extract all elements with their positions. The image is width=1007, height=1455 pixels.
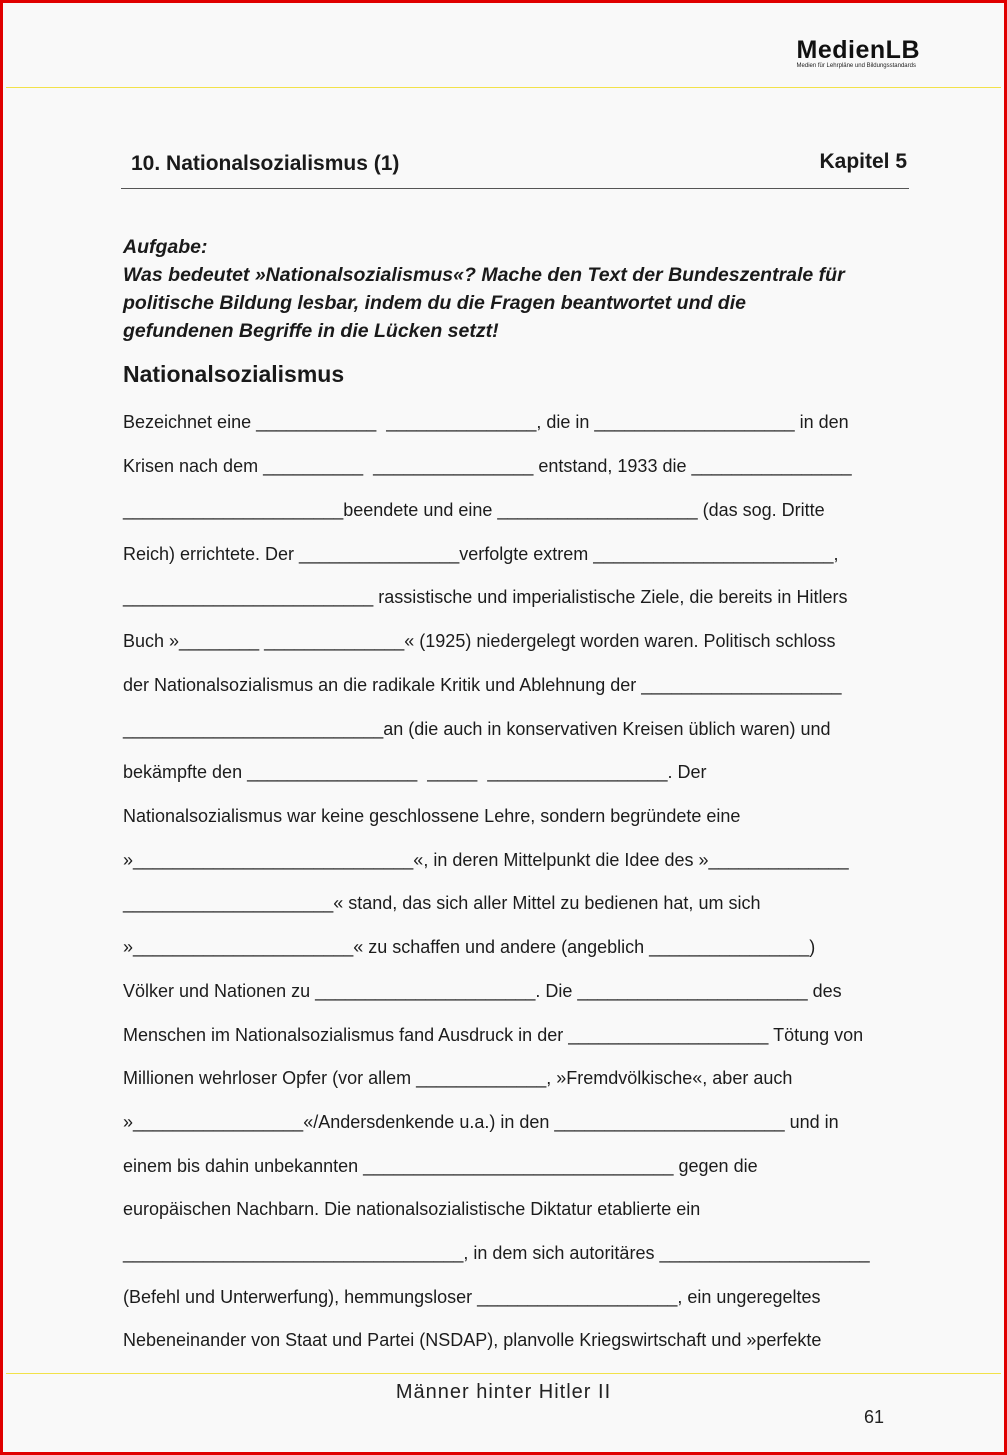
footer-title: Männer hinter Hitler II <box>395 1381 612 1403</box>
footer-divider <box>6 1373 1001 1374</box>
text-line: Menschen im Nationalsozialismus fand Ausdruck in der ____________________ Tötung von <box>123 1025 864 1045</box>
text-line: Reich) errichtete. Der ________________verfolgte extrem ________________________, <box>123 544 839 564</box>
text-line: »______________________« zu schaffen und andere (angeblich ________________) <box>123 937 816 957</box>
task-line: gefundenen Begriffe in die Lücken setzt! <box>123 320 499 342</box>
page-number: 61 <box>863 1407 884 1427</box>
text-line: __________________________________, in dem sich autoritäres _____________________ <box>123 1243 870 1263</box>
chapter-header <box>121 150 909 180</box>
task-line: politische Bildung lesbar, indem du die Fragen beantwortet und die <box>123 292 746 314</box>
text-line: Millionen wehrloser Opfer (vor allem _____________, »Fremdvölkische«, aber auch <box>123 1068 793 1088</box>
text-line: »_________________«/Andersdenkende u.a.) in den _______________________ und in <box>123 1112 839 1132</box>
task-instructions <box>123 233 913 345</box>
task-label: Aufgabe: <box>123 236 208 258</box>
text-line: Bezeichnet eine ____________ _______________, die in ____________________ in den <box>123 412 849 432</box>
section-title: Nationalsozialismus <box>123 361 345 387</box>
header-divider <box>6 87 1001 88</box>
text-line: _________________________ rassistische und imperialistische Ziele, die bereits in Hitlers <box>123 587 848 607</box>
logo-tagline: Medien für Lehrpläne und Bildungsstandards <box>796 63 916 69</box>
text-line: bekämpfte den _________________ _____ __________________. Der <box>123 762 707 782</box>
text-line: __________________________an (die auch in konservativen Kreisen üblich waren) und <box>123 719 831 739</box>
text-line: »____________________________«, in deren Mittelpunkt die Idee des »______________ <box>123 850 849 870</box>
chapter-number: Kapitel 5 <box>819 150 907 173</box>
publisher-logo <box>797 37 920 70</box>
text-line: europäischen Nachbarn. Die nationalsozialistische Diktatur etablierte ein <box>123 1199 701 1219</box>
chapter-title: 10. Nationalsozialismus (1) <box>131 152 400 175</box>
text-line: der Nationalsozialismus an die radikale Kritik und Ablehnung der ____________________ <box>123 675 842 695</box>
text-line: (Befehl und Unterwerfung), hemmungsloser ____________________, ein ungeregeltes <box>123 1287 821 1307</box>
text-line: Nationalsozialismus war keine geschlossene Lehre, sondern begründete eine <box>123 806 741 826</box>
logo-wordmark: MedienLB <box>796 36 920 64</box>
text-line: Buch »________ ______________« (1925) niedergelegt worden waren. Politisch schloss <box>123 631 836 651</box>
text-line: _____________________« stand, das sich aller Mittel zu bedienen hat, um sich <box>123 893 761 913</box>
task-line: Was bedeutet »Nationalsozialismus«? Mache den Text der Bundeszentrale für <box>123 264 845 286</box>
text-line: Nebeneinander von Staat und Partei (NSDAP), planvolle Kriegswirtschaft und »perfekte <box>123 1330 822 1350</box>
text-line: einem bis dahin unbekannten _______________________________ gegen die <box>123 1156 758 1176</box>
text-line: Krisen nach dem __________ ________________ entstand, 1933 die ________________ <box>123 456 852 476</box>
text-line: Völker und Nationen zu ______________________. Die _______________________ des <box>123 981 842 1001</box>
chapter-divider <box>121 188 909 189</box>
text-line: ______________________beendete und eine ____________________ (das sog. Dritte <box>123 500 825 520</box>
